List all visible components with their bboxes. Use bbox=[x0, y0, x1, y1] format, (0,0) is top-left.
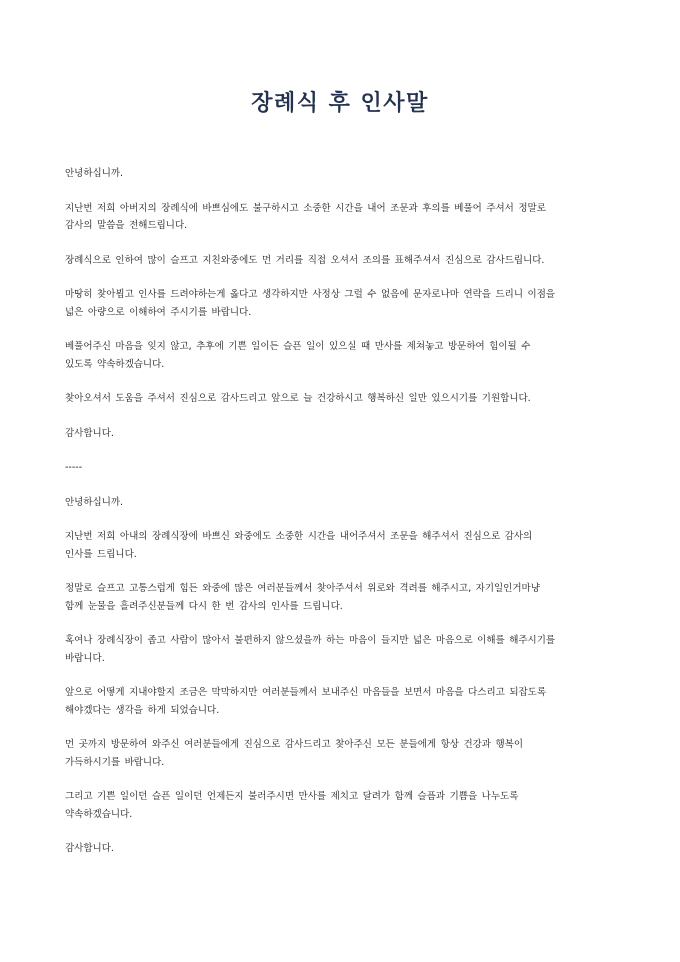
text-line: 안녕하십니까. bbox=[65, 168, 124, 179]
text-line: 인사를 드립니다. bbox=[65, 548, 137, 560]
text-line: 감사합니다. bbox=[65, 427, 114, 439]
section-separator: ----- bbox=[65, 462, 83, 473]
letter-2-paragraph bbox=[65, 684, 625, 719]
text-line: 가득하시기를 바랍니다. bbox=[65, 756, 165, 768]
text-line: 장례식으로 인하여 많이 슬프고 지친와중에도 먼 거리를 직접 오셔서 조의를 표해주셔서 진심으로 감사드립니다. bbox=[65, 254, 545, 266]
text-line: 감사의 말씀을 전해드립니다. bbox=[65, 220, 188, 231]
letter-1-greeting bbox=[65, 165, 625, 183]
text-line: 지난번 저희 아버지의 장례식에 바쁘심에도 불구하시고 소중한 시간을 내어 조문과 후의를 베풀어 주셔서 정말로 bbox=[65, 202, 546, 214]
text-line: 그리고 기쁜 일이던 슬픈 일이던 언제든지 불러주시면 만사를 제치고 달려가 함께 슬픔과 기쁨을 나누도록 bbox=[65, 791, 519, 802]
text-line: 베풀어주신 마음을 잊지 않고, 추후에 기쁜 일이든 슬픈 일이 있으실 때 만사를 제쳐놓고 방문하여 힘이될 수 bbox=[65, 341, 531, 352]
text-line: 있도록 약속하겠습니다. bbox=[65, 358, 165, 370]
letter-2-greeting bbox=[65, 494, 625, 512]
letter-1 bbox=[65, 165, 625, 442]
text-line: 먼 곳까지 방문하여 와주신 여러분들에게 진심으로 감사드리고 찾아주신 모든 분들에게 항상 건강과 행복이 bbox=[65, 739, 524, 750]
text-line: 함께 눈물을 흘려주신분들께 다시 한 번 감사의 인사를 드립니다. bbox=[65, 600, 343, 612]
letter-1-paragraph bbox=[65, 390, 625, 408]
text-line: 정말로 슬프고 고통스럽게 힘든 와중에 많은 여러분들께서 찾아주셔서 위로와 격려를 해주시고, 자기일인거마냥 bbox=[65, 583, 540, 594]
letter-2-closing bbox=[65, 840, 625, 858]
text-line: 찾아오셔서 도움을 주셔서 진심으로 감사드리고 앞으로 늘 건강하시고 행복하신 일만 있으시기를 기원합니다. bbox=[65, 393, 531, 404]
letter-1-paragraph bbox=[65, 338, 625, 373]
letter-2-paragraph bbox=[65, 580, 625, 615]
text-line: 해야겠다는 생각을 하게 되었습니다. bbox=[65, 704, 220, 716]
text-line: 감사합니다. bbox=[65, 843, 114, 854]
text-line: 바랍니다. bbox=[65, 652, 105, 664]
text-line: 혹여나 장례식장이 좁고 사람이 많아서 불편하지 않으셨을까 하는 마음이 들지만 넓은 마음으로 이해를 해주시기를 bbox=[65, 635, 556, 646]
letter-2-paragraph bbox=[65, 528, 625, 563]
letter-2-paragraph bbox=[65, 736, 625, 771]
document-body bbox=[65, 165, 625, 875]
text-line: 지난번 저희 아내의 장례식장에 바쁘신 와중에도 소중한 시간을 내어주셔서 조문을 해주셔서 진심으로 감사의 bbox=[65, 531, 533, 542]
letter-1-paragraph bbox=[65, 286, 625, 321]
document-title: 장례식 후 인사말 bbox=[251, 91, 429, 116]
text-line: 안녕하십니까. bbox=[65, 496, 124, 508]
letter-2-paragraph bbox=[65, 632, 625, 667]
letter-2 bbox=[65, 494, 625, 858]
letter-1-paragraph bbox=[65, 200, 625, 235]
letter-1-paragraph bbox=[65, 252, 625, 270]
text-line: 약속하겠습니다. bbox=[65, 808, 133, 820]
text-line: 앞으로 어떻게 지내야할지 조금은 막막하지만 여러분들께서 보내주신 마음들을 보면서 마음을 다스리고 되잡도록 bbox=[65, 687, 547, 698]
letter-1-closing bbox=[65, 425, 625, 443]
text-line: 마땅히 찾아뵙고 인사를 드려야하는게 옳다고 생각하지만 사정상 그럴 수 없음에 문자로나마 연락을 드리니 이점을 bbox=[65, 289, 556, 300]
letter-2-paragraph bbox=[65, 788, 625, 823]
text-line: 넓은 아량으로 이해하여 주시기를 바랍니다. bbox=[65, 306, 252, 318]
